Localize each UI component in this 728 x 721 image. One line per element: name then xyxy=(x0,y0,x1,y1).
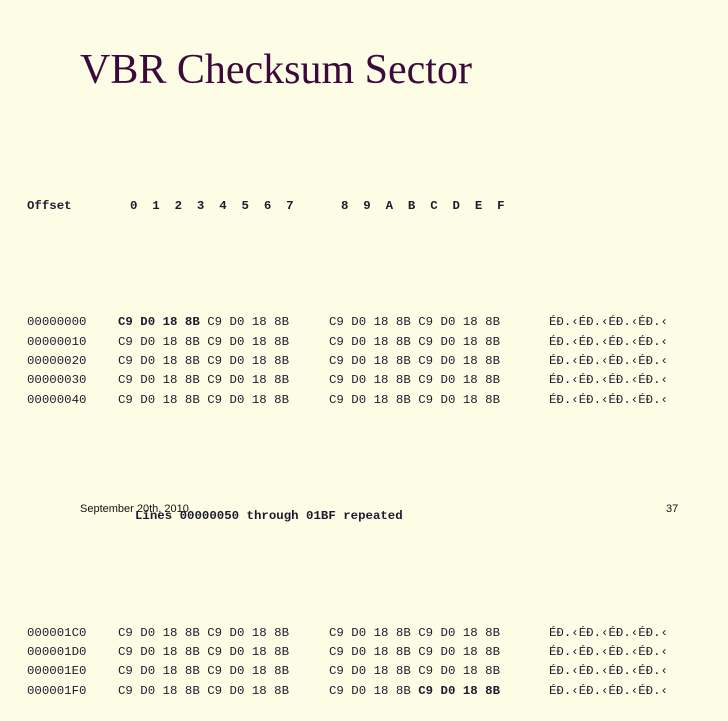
bytes-8-f xyxy=(329,391,500,410)
bytes-8-f xyxy=(329,682,500,701)
bytes-0-7 xyxy=(118,313,289,332)
hex-row xyxy=(27,662,668,681)
row-offset: 000001D0 xyxy=(27,644,87,659)
bytes-8-f xyxy=(329,371,500,390)
row-offset: 00000010 xyxy=(27,334,87,349)
row-offset: 00000040 xyxy=(27,392,87,407)
hex-row xyxy=(27,313,668,332)
hex-rows-top xyxy=(27,313,668,410)
ascii-text: ÉÐ.‹ÉÐ.‹ÉÐ.‹ÉÐ.‹ xyxy=(549,683,668,698)
bytes-text: C9 D0 18 8B C9 D0 18 8B xyxy=(118,664,290,679)
bytes-text: C9 D0 18 8B C9 D0 18 8B xyxy=(118,644,290,659)
bytes-text: C9 D0 18 8B C9 D0 18 8B xyxy=(329,644,501,659)
bytes-8-f xyxy=(329,352,500,371)
repeat-note: Lines 00000050 through 01BF repeated xyxy=(135,509,403,524)
hex-rows-bottom xyxy=(27,624,668,702)
hex-row xyxy=(27,643,668,662)
ascii-text: ÉÐ.‹ÉÐ.‹ÉÐ.‹ÉÐ.‹ xyxy=(549,644,668,659)
bytes-text: C9 D0 18 8B C9 D0 18 8B xyxy=(118,625,290,640)
bytes-8-f xyxy=(329,313,500,332)
bytes-8-f xyxy=(329,643,500,662)
row-offset: 000001E0 xyxy=(27,664,87,679)
offset-header: Offset xyxy=(27,198,72,213)
bytes-text: C9 D0 18 8B C9 D0 18 8B xyxy=(329,664,501,679)
bytes-text: C9 D0 18 8B C9 D0 18 8B xyxy=(118,683,290,698)
ascii-text: ÉÐ.‹ÉÐ.‹ÉÐ.‹ÉÐ.‹ xyxy=(549,625,668,640)
bytes-0-7 xyxy=(118,682,289,701)
ascii-text: ÉÐ.‹ÉÐ.‹ÉÐ.‹ÉÐ.‹ xyxy=(549,315,668,330)
highlighted-bytes: C9 D0 18 8B xyxy=(118,315,200,330)
hex-row xyxy=(27,333,668,352)
bytes-text: C9 D0 18 8B C9 D0 18 8B xyxy=(118,354,290,368)
bytes-0-7 xyxy=(118,371,289,390)
ascii-text: ÉÐ.‹ÉÐ.‹ÉÐ.‹ÉÐ.‹ xyxy=(549,664,668,679)
bytes-8-f xyxy=(329,624,500,643)
row-offset: 000001F0 xyxy=(27,683,87,698)
hex-header-row xyxy=(27,197,505,216)
column-header-0-7: 0 1 2 3 4 5 6 7 xyxy=(130,198,294,213)
bytes-text: C9 D0 18 8B C9 D0 18 8B xyxy=(329,392,501,407)
page-number: 37 xyxy=(666,503,679,515)
ascii-text: ÉÐ.‹ÉÐ.‹ÉÐ.‹ÉÐ.‹ xyxy=(549,373,668,388)
bytes-0-7 xyxy=(118,624,289,643)
bytes-text: C9 D0 18 8B C9 D0 18 8B xyxy=(118,373,290,388)
bytes-0-7 xyxy=(118,391,289,410)
highlighted-bytes: C9 D0 18 8B xyxy=(418,683,501,698)
row-offset: 00000030 xyxy=(27,373,87,388)
ascii-text: ÉÐ.‹ÉÐ.‹ÉÐ.‹ÉÐ.‹ xyxy=(549,334,668,349)
hex-row xyxy=(27,391,668,410)
bytes-0-7 xyxy=(118,333,289,352)
bytes-text: C9 D0 18 8B xyxy=(329,683,419,698)
bytes-text: C9 D0 18 8B xyxy=(199,315,290,330)
ascii-text: ÉÐ.‹ÉÐ.‹ÉÐ.‹ÉÐ.‹ xyxy=(549,354,668,368)
hex-row xyxy=(27,624,668,643)
bytes-text: C9 D0 18 8B C9 D0 18 8B xyxy=(329,373,501,388)
slide-title: VBR Checksum Sector xyxy=(80,47,472,93)
footer-date: September 20th, 2010 xyxy=(80,503,189,515)
hex-row xyxy=(27,371,668,390)
bytes-8-f xyxy=(329,662,500,681)
bytes-0-7 xyxy=(118,352,289,371)
bytes-0-7 xyxy=(118,643,289,662)
bytes-text: C9 D0 18 8B C9 D0 18 8B xyxy=(118,392,290,407)
bytes-text: C9 D0 18 8B C9 D0 18 8B xyxy=(329,354,501,368)
bytes-0-7 xyxy=(118,662,289,681)
row-offset: 000001C0 xyxy=(27,625,87,640)
row-offset: 00000000 xyxy=(27,315,87,330)
row-offset: 00000020 xyxy=(27,354,87,368)
column-header-8-f: 8 9 A B C D E F xyxy=(341,198,505,213)
bytes-text: C9 D0 18 8B C9 D0 18 8B xyxy=(329,625,501,640)
bytes-8-f xyxy=(329,333,500,352)
hex-row xyxy=(27,682,668,701)
bytes-text: C9 D0 18 8B C9 D0 18 8B xyxy=(329,315,501,330)
hex-row xyxy=(27,352,668,371)
ascii-text: ÉÐ.‹ÉÐ.‹ÉÐ.‹ÉÐ.‹ xyxy=(549,392,668,407)
bytes-text: C9 D0 18 8B C9 D0 18 8B xyxy=(118,334,290,349)
bytes-text: C9 D0 18 8B C9 D0 18 8B xyxy=(329,334,501,349)
